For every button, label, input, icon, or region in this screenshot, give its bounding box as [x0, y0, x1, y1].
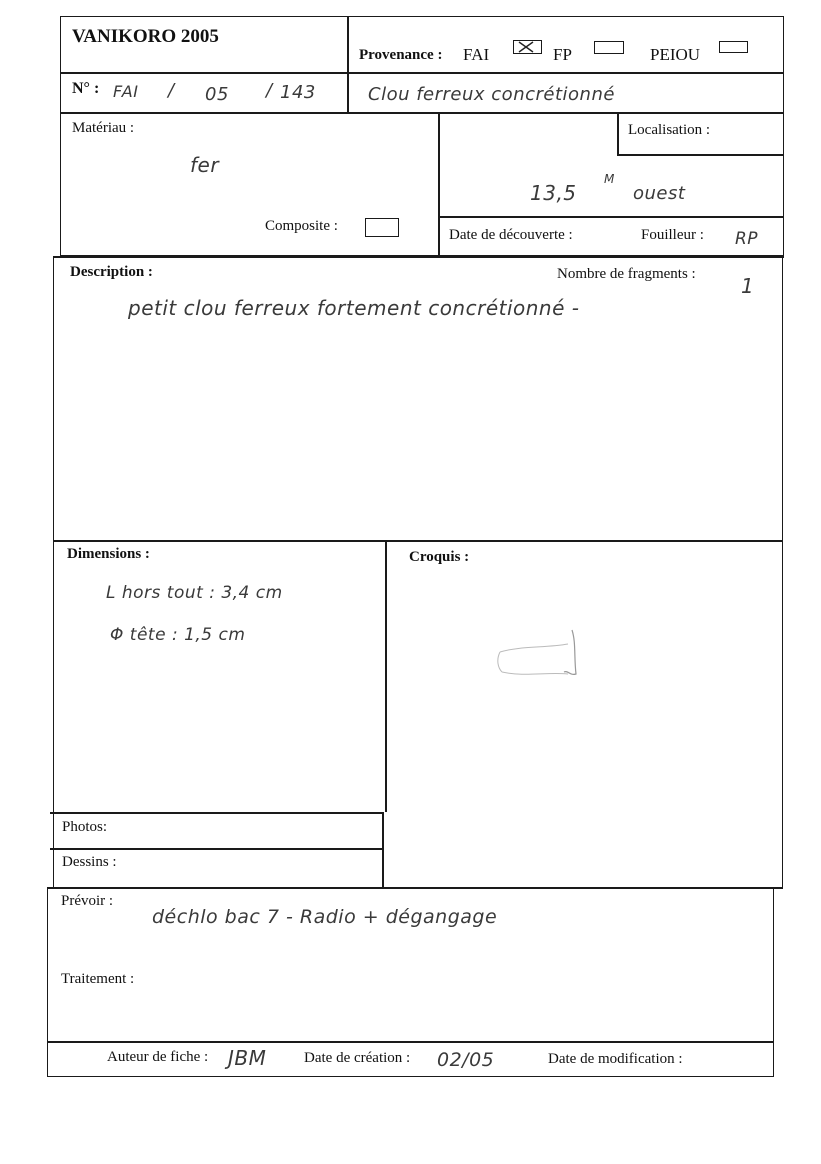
date-decouverte-label: Date de découverte :: [449, 227, 573, 243]
composite-checkbox[interactable]: [365, 218, 399, 237]
rule: [385, 540, 387, 812]
rule: [347, 16, 349, 113]
localisation-direction: ouest: [633, 183, 686, 204]
prevoir-label: Prévoir :: [61, 893, 114, 909]
rule: [53, 540, 783, 542]
rule: [53, 256, 784, 258]
fai-checkbox[interactable]: [513, 40, 542, 54]
rule: [47, 887, 783, 889]
fouilleur-label: Fouilleur :: [641, 227, 704, 243]
number-sep1: /: [168, 80, 175, 101]
number-label: N° :: [72, 80, 100, 97]
dessins-label: Dessins :: [62, 854, 117, 870]
localisation-unit: M: [604, 172, 615, 186]
photos-label: Photos:: [62, 819, 108, 835]
rule: [382, 812, 384, 888]
nail-sketch-icon: [490, 622, 590, 697]
dimensions-label: Dimensions :: [67, 546, 150, 562]
provenance-option-fp: FP: [553, 45, 572, 64]
check-cross-icon: [514, 41, 541, 53]
rule: [60, 72, 784, 74]
rule: [60, 112, 784, 114]
creation-label: Date de création :: [304, 1050, 411, 1066]
object-designation: Clou ferreux concrétionné: [368, 84, 615, 105]
localisation-label: Localisation :: [628, 122, 711, 138]
fragments-value: 1: [741, 274, 755, 298]
number-site: FAI: [113, 82, 139, 101]
number-id: 143: [280, 82, 316, 103]
rule: [617, 154, 784, 156]
materiau-label: Matériau :: [72, 120, 135, 136]
rule: [438, 216, 784, 218]
rule: [47, 1041, 774, 1043]
auteur-label: Auteur de fiche :: [107, 1049, 209, 1065]
traitement-label: Traitement :: [61, 971, 135, 987]
sheet-title: VANIKORO 2005: [72, 26, 219, 47]
prevoir-value: déchlo bac 7 - Radio + dégangage: [152, 906, 498, 928]
fouilleur-value: RP: [735, 229, 759, 249]
creation-value: 02/05: [437, 1049, 495, 1071]
description-label: Description :: [70, 264, 153, 280]
sheet-border-lower: [53, 256, 783, 888]
fragments-label: Nombre de fragments :: [557, 266, 696, 282]
rule: [438, 112, 440, 256]
provenance-option-fai: FAI: [463, 45, 490, 64]
peiou-checkbox[interactable]: [719, 41, 748, 53]
number-year: 05: [205, 84, 229, 105]
dimensions-line2: Φ tête : 1,5 cm: [110, 625, 246, 645]
auteur-value: JBM: [228, 1046, 267, 1070]
fp-checkbox[interactable]: [594, 41, 624, 54]
dimensions-line1: L hors tout : 3,4 cm: [106, 583, 283, 603]
localisation-number: 13,5: [530, 181, 577, 205]
description-text: petit clou ferreux fortement concrétionné -: [128, 296, 580, 320]
number-sep2: /: [266, 80, 273, 101]
rule: [50, 848, 383, 850]
rule: [617, 112, 619, 155]
rule: [50, 812, 383, 814]
modification-label: Date de modification :: [548, 1051, 683, 1067]
provenance-option-peiou: PEIOU: [650, 45, 701, 64]
croquis-label: Croquis :: [409, 549, 470, 565]
materiau-value: fer: [190, 153, 220, 177]
composite-label: Composite :: [265, 218, 338, 234]
provenance-label: Provenance :: [359, 47, 443, 63]
